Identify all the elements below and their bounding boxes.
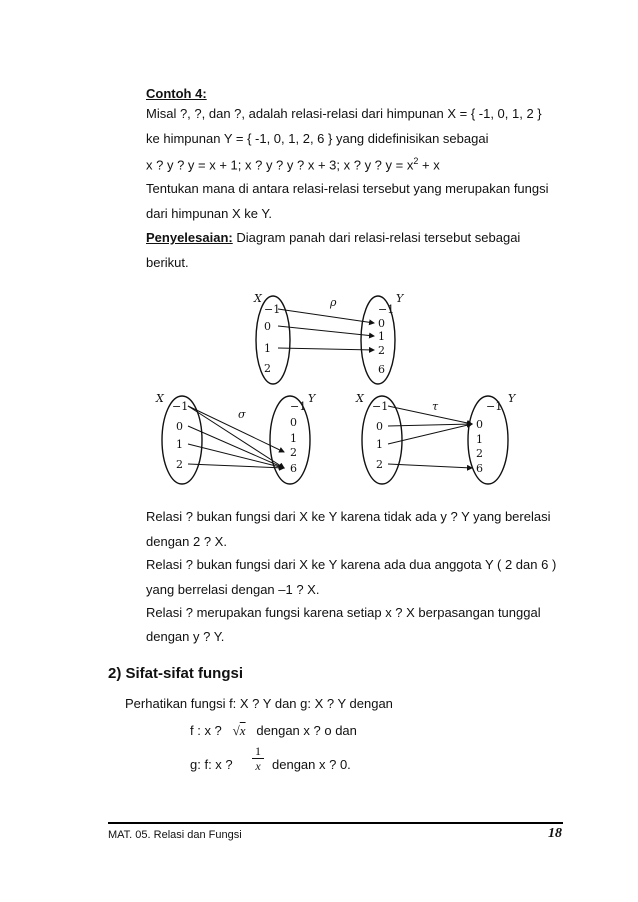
x-item: −1: [372, 400, 389, 413]
x-item: 2: [176, 458, 183, 471]
diagram-rho: [250, 290, 410, 390]
f-definition: [190, 723, 357, 739]
conclusion-2-line-1: Relasi ? bukan fungsi dari X ke Y karena ada dua anggota Y ( 2 dan 6 ): [146, 557, 557, 572]
y-item: 0: [290, 416, 297, 429]
y-item: 2: [476, 447, 483, 460]
relation-symbol: τ: [432, 400, 439, 413]
section-intro: Perhatikan fungsi f: X ? Y dan g: X ? Y dengan: [125, 696, 393, 711]
y-item: 6: [476, 462, 483, 475]
denominator: x: [255, 759, 261, 773]
set-x-label: X: [356, 392, 364, 405]
sqrt-expression: √x: [232, 723, 246, 738]
paragraph-2-line-2: dari himpunan X ke Y.: [146, 206, 272, 221]
g-definition-end: dengan x ? 0.: [272, 757, 351, 772]
y-item: 1: [290, 432, 297, 445]
set-y-label: Y: [508, 392, 516, 405]
solution-line-2: berikut.: [146, 255, 189, 270]
x-item: 1: [176, 438, 183, 451]
x-item: 0: [376, 420, 383, 433]
exponent: 2: [413, 156, 419, 166]
conclusion-2-line-2: yang berrelasi dengan –1 ? X.: [146, 582, 320, 597]
conclusion-1-line-1: Relasi ? bukan fungsi dari X ke Y karena tidak ada y ? Y yang berelasi: [146, 509, 551, 524]
x-item: 1: [264, 342, 271, 355]
relation-symbol: σ: [238, 408, 246, 421]
set-x-label: X: [254, 292, 262, 305]
y-item: 0: [378, 317, 385, 330]
x-item: −1: [264, 303, 281, 316]
footer-rule: [108, 822, 563, 824]
g-definition: [190, 757, 233, 772]
g-definition-start: g: f: x ?: [190, 757, 233, 772]
solution-line-1: [146, 230, 520, 245]
paragraph-1-line-2: ke himpunan Y = { -1, 0, 1, 2, 6 } yang didefinisikan sebagai: [146, 131, 489, 146]
fraction: [252, 744, 264, 773]
radicand: x: [239, 723, 246, 738]
x-item: 0: [176, 420, 183, 433]
text: Misal ?, ?, dan ?, adalah relasi-relasi dari himpunan X = { -1, 0, 1, 2 }: [146, 106, 542, 121]
x-item: −1: [172, 400, 189, 413]
y-item: 2: [378, 344, 385, 357]
y-item: −1: [290, 400, 307, 413]
relations-definition-end: + x: [422, 157, 440, 173]
numerator: 1: [252, 744, 264, 759]
y-item: 2: [290, 446, 297, 459]
set-x-label: X: [156, 392, 164, 405]
section-heading: 2) Sifat-sifat fungsi: [108, 665, 244, 682]
x-item: 1: [376, 438, 383, 451]
y-item: 6: [290, 462, 297, 475]
conclusion-3-line-1: Relasi ? merupakan fungsi karena setiap x ? X berpasangan tunggal: [146, 605, 541, 620]
x-item: 2: [376, 458, 383, 471]
footer-title: MAT. 05. Relasi dan Fungsi: [108, 829, 242, 841]
f-definition-end: dengan x ? o dan: [256, 723, 357, 738]
set-y-label: Y: [308, 392, 316, 405]
y-item: 1: [378, 330, 385, 343]
conclusion-3-line-2: dengan y ? Y.: [146, 629, 225, 644]
x-item: 2: [264, 362, 271, 375]
y-item: 0: [476, 418, 483, 431]
example-title: Contoh 4:: [146, 86, 207, 101]
diagram-tau: [350, 388, 520, 488]
y-item: −1: [378, 303, 395, 316]
paragraph-2-line-1: Tentukan mana di antara relasi-relasi tersebut yang merupakan fungsi: [146, 181, 549, 196]
y-item: 1: [476, 433, 483, 446]
paragraph-1-line-1: [146, 106, 560, 121]
page-number: 18: [548, 826, 562, 841]
set-y-label: Y: [396, 292, 404, 305]
solution-label: Penyelesaian:: [146, 230, 233, 245]
y-item: 6: [378, 363, 385, 376]
diagram-sigma: [150, 388, 320, 488]
conclusion-1-line-2: dengan 2 ? X.: [146, 534, 227, 549]
solution-text: Diagram panah dari relasi-relasi tersebut sebagai: [232, 230, 521, 245]
y-item: −1: [486, 400, 503, 413]
f-definition-start: f : x ?: [190, 723, 222, 738]
relations-definition: x ? y ? y = x + 1; x ? y ? y ? x + 3; x ? y ? y = x: [146, 157, 414, 173]
x-item: 0: [264, 320, 271, 333]
paragraph-1-line-3: [146, 156, 440, 172]
relation-symbol: ρ: [330, 296, 337, 309]
arrows: [278, 309, 374, 350]
